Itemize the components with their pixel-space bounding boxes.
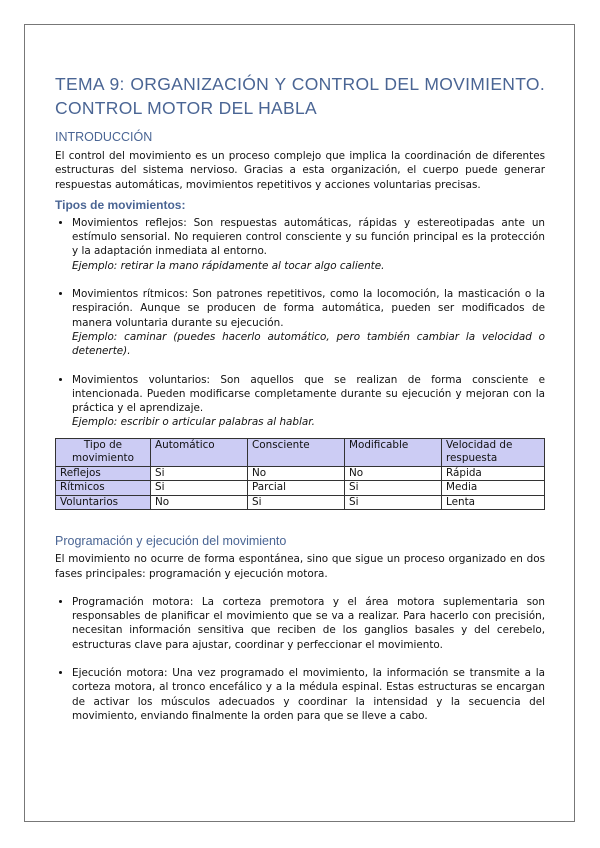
table-cell: Reflejos (56, 466, 151, 481)
table-cell: Parcial (248, 481, 345, 496)
table-cell: Si (151, 466, 248, 481)
table-cell: Si (345, 495, 442, 510)
list-item (72, 287, 545, 358)
item-text: Movimientos rítmicos: Son patrones repetitivos, como la locomoción, la masticación o la respiración. Aunque se producen de forma automática, pueden ser modificados de manera voluntaria durante su ejecución. (72, 288, 545, 329)
movement-table (55, 438, 545, 511)
table-cell: Media (442, 481, 545, 496)
table-cell: No (345, 466, 442, 481)
table-cell: Si (345, 481, 442, 496)
item-example: Ejemplo: retirar la mano rápidamente al tocar algo caliente. (72, 259, 385, 272)
table-cell: Lenta (442, 495, 545, 510)
list-item (72, 373, 545, 430)
item-example: Ejemplo: caminar (puedes hacerlo automático, pero también cambiar la velocidad o detenerte). (72, 330, 545, 358)
table-header: Velocidad de respuesta (442, 438, 545, 466)
item-text: Movimientos reflejos: Son respuestas automáticas, rápidas y estereotipadas ante un estímulo sensorial. No requieren control consciente y su función principal es la protección y la adaptación inmediata al entorno. (72, 216, 545, 258)
intro-heading: INTRODUCCIÓN (55, 130, 153, 144)
tipos-heading: Tipos de movimientos: (55, 197, 186, 212)
table-header: Modificable (345, 438, 442, 466)
list-item (72, 216, 545, 273)
table-header: Tipo de movimiento (56, 438, 151, 466)
programacion-heading: Programación y ejecución del movimiento (55, 534, 287, 549)
intro-paragraph: El control del movimiento es un proceso complejo que implica la coordinación de diferentes estructuras del sistema nervioso. Gracias a esta organización, el cuerpo puede generar respuestas automáticas, movimientos repetitivos y acciones voluntarias precisas. (55, 150, 545, 191)
programacion-list (55, 595, 545, 723)
table-cell: Si (151, 481, 248, 496)
table-row (56, 495, 545, 510)
programacion-paragraph: El movimiento no ocurre de forma espontánea, sino que sigue un proceso organizado en dos fases principales: programación y ejecución motora. (55, 553, 545, 580)
table-cell: Rítmicos (56, 481, 151, 496)
table-cell: No (248, 466, 345, 481)
table-header: Consciente (248, 438, 345, 466)
document-title: TEMA 9: ORGANIZACIÓN Y CONTROL DEL MOVIMIENTO. CONTROL MOTOR DEL HABLA (55, 74, 545, 118)
list-item: • Ejecución motora: Una vez programado el movimiento, la información se transmite a la corteza motora, al tronco encefálico y a la médula espinal. Estas estructuras se encargan de activar los músculos adecuados y coordinar la intensidad y la secuencia del movimiento, enviando finalmente la orden para que se lleve a cabo. (72, 666, 545, 723)
tipos-list (55, 216, 545, 430)
list-item: • Programación motora: La corteza premotora y el área motora suplementaria son responsables de planificar el movimiento que se va a realizar. Para hacerlo con precisión, necesitan información sensitiva que reciben de los ganglios basales y del cerebelo, estructuras clave para ajustar, coordinar y perfeccionar el movimiento. (72, 595, 545, 652)
table-cell: Rápida (442, 466, 545, 481)
item-example: Ejemplo: escribir o articular palabras al hablar. (72, 416, 315, 429)
item-text: Movimientos voluntarios: Son aquellos que se realizan de forma consciente e intencionada. Pueden modificarse completamente durante su ejecución y mejoran con la práctica y el aprendizaje. (72, 373, 545, 415)
document-content (55, 72, 545, 737)
table-header-row (56, 438, 545, 466)
table-cell: Si (248, 495, 345, 510)
table-row (56, 466, 545, 481)
table-cell: No (151, 495, 248, 510)
table-row (56, 481, 545, 496)
table-header: Automático (151, 438, 248, 466)
table-cell: Voluntarios (56, 495, 151, 510)
